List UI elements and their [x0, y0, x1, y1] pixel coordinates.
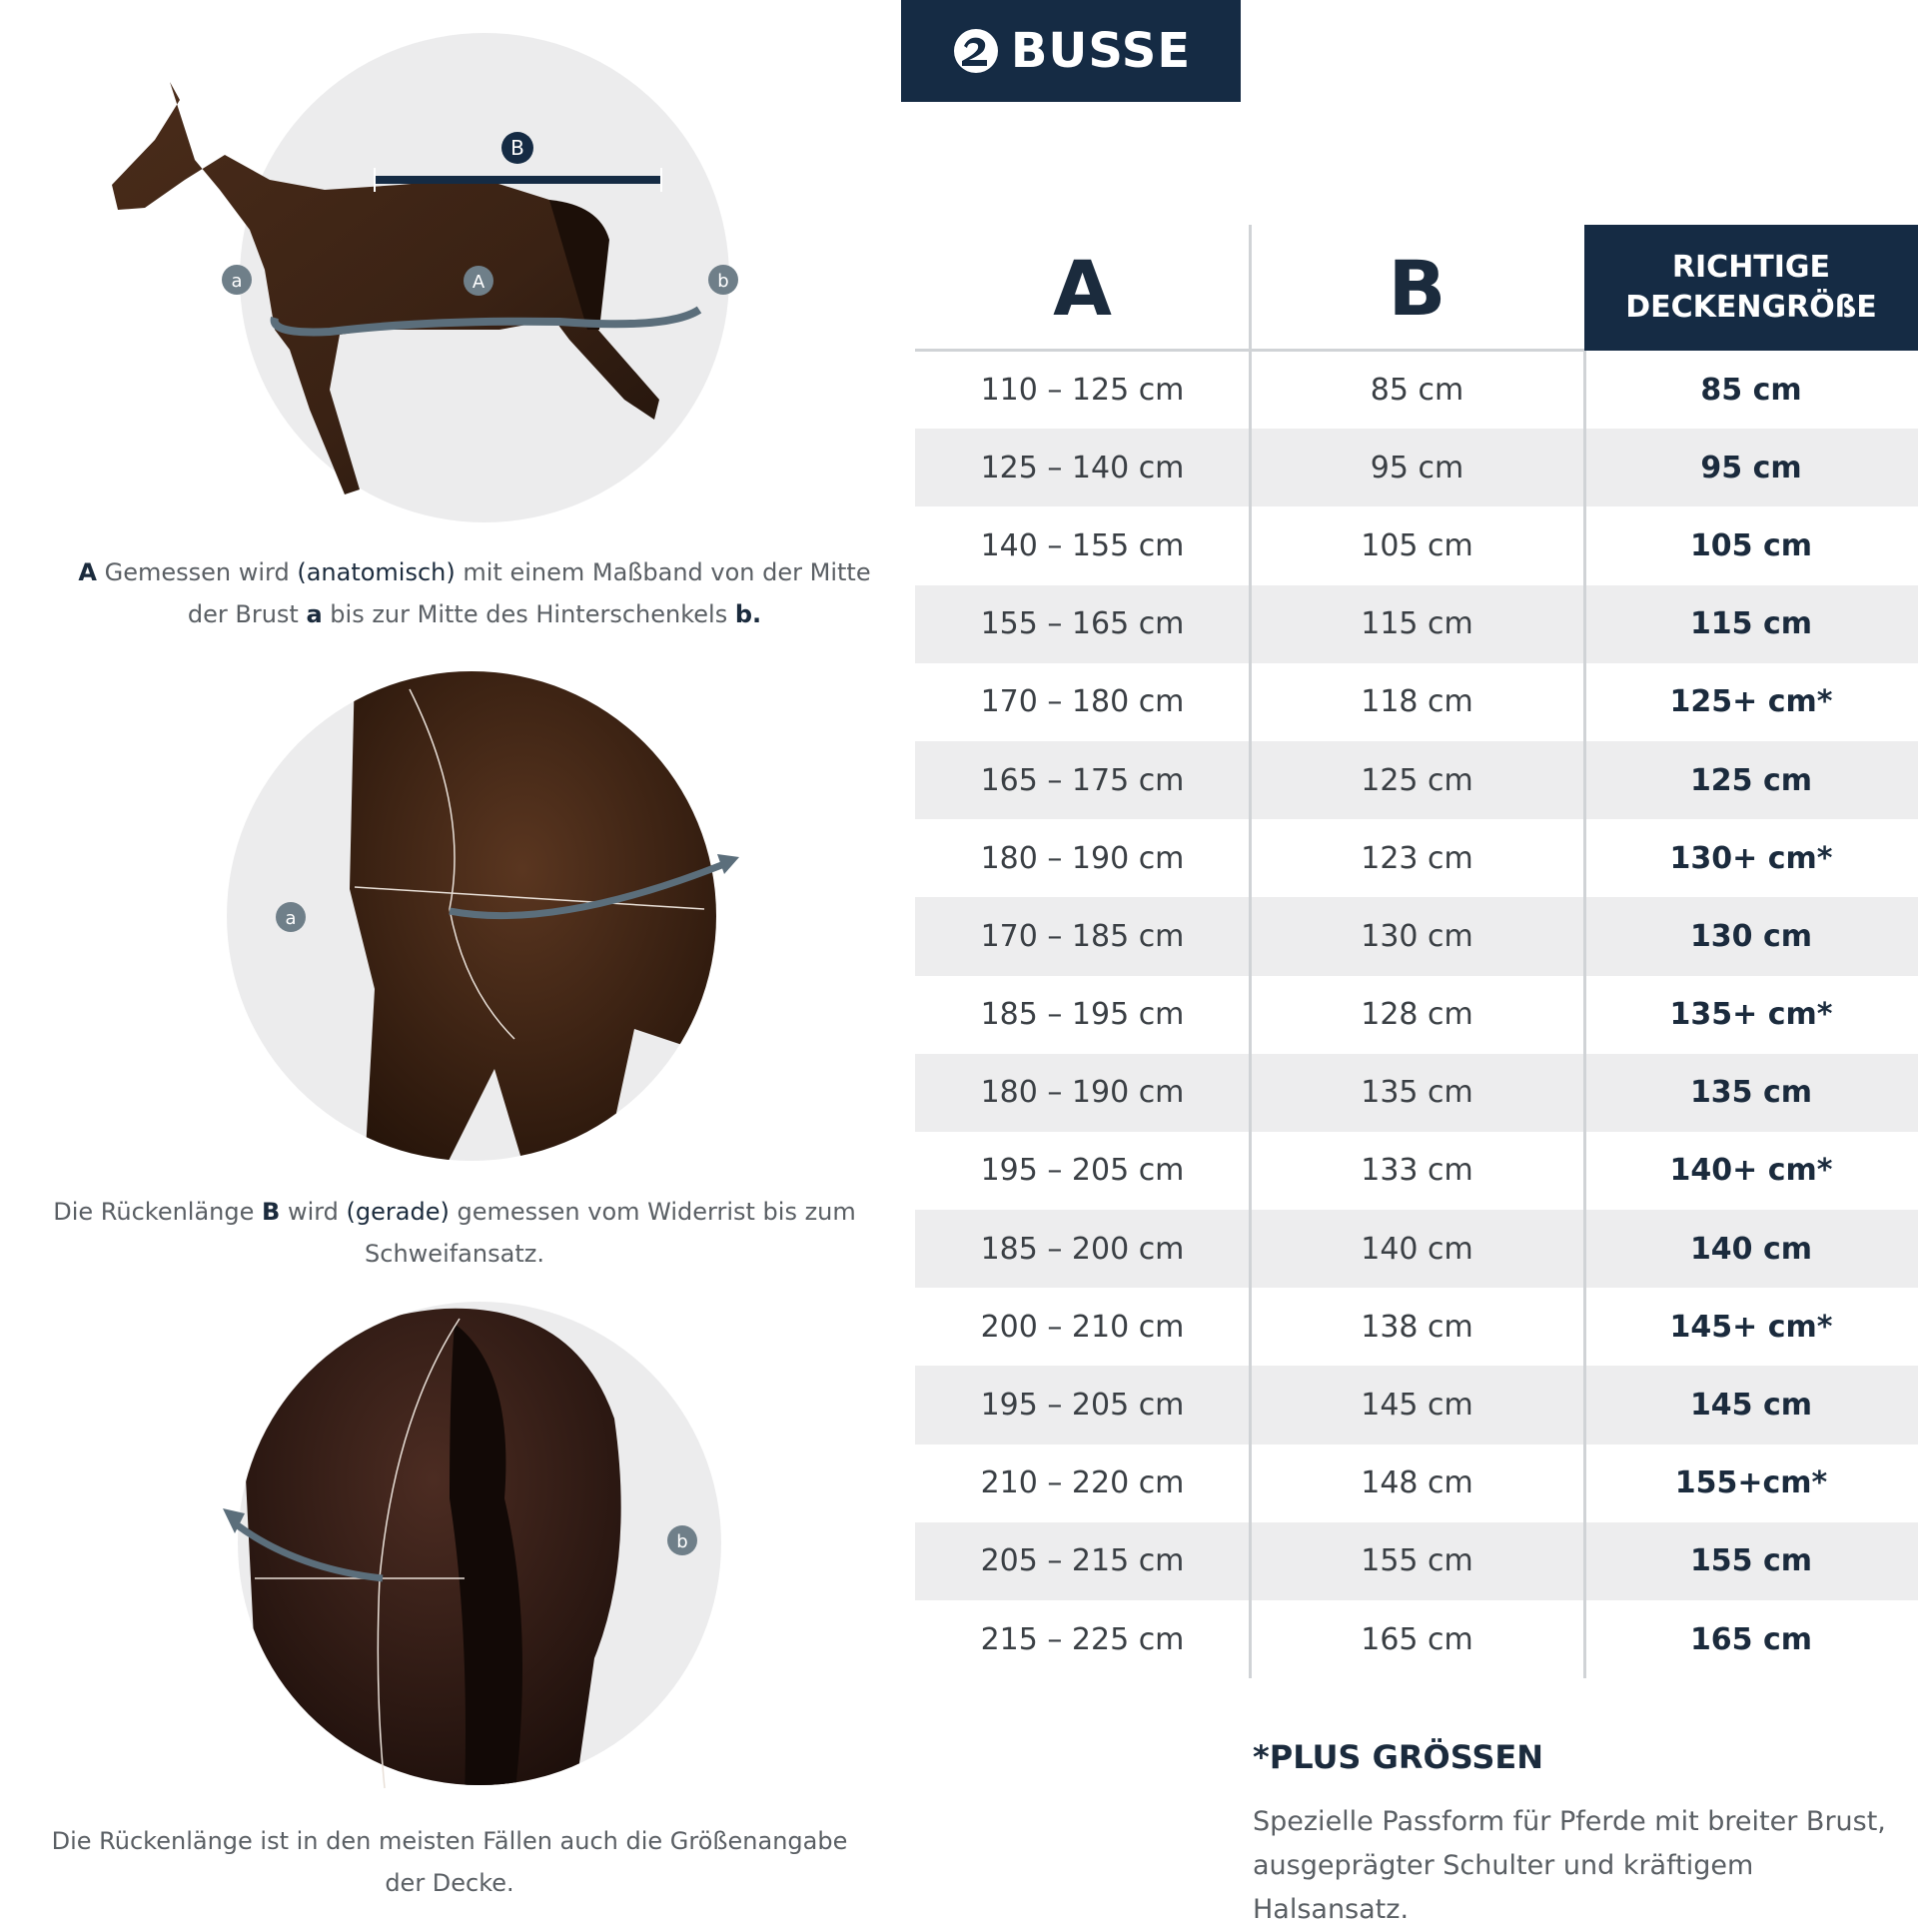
svg-text:b: b	[676, 1531, 688, 1552]
cell-c: 115 cm	[1689, 606, 1813, 642]
table-row	[915, 1366, 1918, 1444]
chest-closeup-figure	[225, 669, 754, 1169]
cell-b: 128 cm	[1361, 997, 1473, 1033]
cell-c: 95 cm	[1700, 450, 1802, 485]
table-body	[915, 351, 1918, 1678]
cell-c: 155+cm*	[1674, 1465, 1828, 1501]
marker-B	[501, 132, 533, 164]
table-row	[915, 663, 1918, 741]
plus-sizes-title: *PLUS GRÖSSEN	[1253, 1738, 1544, 1776]
table-row	[915, 897, 1918, 975]
cell-a: 165 – 175 cm	[980, 762, 1185, 798]
cell-b: 138 cm	[1361, 1309, 1473, 1345]
svg-text:B: B	[510, 136, 524, 160]
cell-a: 215 – 225 cm	[980, 1621, 1185, 1657]
cell-a: 185 – 195 cm	[980, 997, 1185, 1033]
cell-c: 155 cm	[1689, 1543, 1813, 1579]
table-row	[915, 1054, 1918, 1132]
cell-a: 210 – 220 cm	[980, 1465, 1185, 1501]
cell-a: 125 – 140 cm	[980, 450, 1185, 485]
table-row	[915, 429, 1918, 506]
table-row	[915, 1210, 1918, 1288]
cell-b: 165 cm	[1361, 1621, 1473, 1657]
cell-b: 95 cm	[1370, 450, 1464, 485]
cell-a: 205 – 215 cm	[980, 1543, 1185, 1579]
cell-b: 115 cm	[1361, 606, 1473, 642]
horse-side-figure	[100, 30, 739, 529]
cell-c: 140 cm	[1689, 1231, 1813, 1267]
busse-logo-mark-icon	[951, 26, 1001, 76]
cell-c: 145+ cm*	[1669, 1309, 1833, 1345]
marker-a	[222, 265, 252, 295]
svg-text:a: a	[285, 908, 297, 929]
cell-b: 135 cm	[1361, 1075, 1473, 1111]
svg-text:b: b	[717, 271, 729, 292]
cell-b: 125 cm	[1361, 762, 1473, 798]
cell-c: 130 cm	[1689, 918, 1813, 954]
cell-a: 200 – 210 cm	[980, 1309, 1185, 1345]
cell-c: 165 cm	[1689, 1621, 1813, 1657]
cell-b: 130 cm	[1361, 918, 1473, 954]
table-row	[915, 1522, 1918, 1600]
cell-b: 85 cm	[1370, 372, 1464, 408]
cell-c: 135 cm	[1689, 1075, 1813, 1111]
cell-a: 170 – 185 cm	[980, 918, 1185, 954]
busse-logo	[901, 0, 1241, 102]
header-correct-size: RICHTIGE DECKENGRÖßE	[1584, 225, 1918, 351]
cell-b: 155 cm	[1361, 1543, 1473, 1579]
size-table	[915, 225, 1918, 1678]
header-a: A	[1053, 243, 1112, 333]
table-row	[915, 976, 1918, 1054]
column-divider	[1249, 225, 1252, 1678]
table-row	[915, 506, 1918, 584]
cell-a: 110 – 125 cm	[980, 372, 1185, 408]
cell-b: 140 cm	[1361, 1231, 1473, 1267]
table-row	[915, 1600, 1918, 1678]
cell-b: 105 cm	[1361, 527, 1473, 563]
cell-b: 118 cm	[1361, 684, 1473, 720]
svg-text:a: a	[231, 271, 243, 292]
cell-a: 185 – 200 cm	[980, 1231, 1185, 1267]
cell-a: 195 – 205 cm	[980, 1388, 1185, 1424]
marker-a	[276, 902, 306, 932]
caption-size-note: Die Rückenlänge ist in den meisten Fällen auch die Größenangabe der Decke.	[51, 1827, 848, 1897]
table-row	[915, 741, 1918, 819]
cell-c: 105 cm	[1689, 527, 1813, 563]
table-row	[915, 585, 1918, 663]
cell-c: 145 cm	[1689, 1388, 1813, 1424]
cell-b: 123 cm	[1361, 840, 1473, 876]
cell-a: 170 – 180 cm	[980, 684, 1185, 720]
table-row	[915, 1288, 1918, 1366]
cell-b: 148 cm	[1361, 1465, 1473, 1501]
cell-b: 133 cm	[1361, 1153, 1473, 1189]
cell-a: 140 – 155 cm	[980, 527, 1185, 563]
marker-b	[667, 1525, 697, 1555]
cell-c: 85 cm	[1700, 372, 1802, 408]
table-row	[915, 819, 1918, 897]
column-divider	[1583, 351, 1586, 1678]
cell-c: 130+ cm*	[1669, 840, 1833, 876]
marker-b	[708, 265, 738, 295]
cell-c: 135+ cm*	[1669, 997, 1833, 1033]
table-row	[915, 1445, 1918, 1522]
cell-c: 125+ cm*	[1669, 684, 1833, 720]
table-header	[915, 225, 1918, 351]
cell-a: 180 – 190 cm	[980, 840, 1185, 876]
caption-measure-a: A Gemessen wird (anatomisch) mit einem Maßband von der Mitte der Brust a bis zur Mitte des Hinterschenkels b.	[78, 558, 871, 628]
brand-name: BUSSE	[1010, 23, 1192, 79]
cell-a: 195 – 205 cm	[980, 1153, 1185, 1189]
table-row	[915, 351, 1918, 429]
cell-a: 155 – 165 cm	[980, 606, 1185, 642]
cell-a: 180 – 190 cm	[980, 1075, 1185, 1111]
cell-c: 125 cm	[1689, 762, 1813, 798]
marker-A	[464, 266, 493, 296]
cell-b: 145 cm	[1361, 1388, 1473, 1424]
cell-c: 140+ cm*	[1669, 1153, 1833, 1189]
table-row	[915, 1132, 1918, 1210]
plus-sizes-text: Spezielle Passform für Pferde mit breiter Brust, ausgeprägter Schulter und kräftigem Halsansatz.	[1253, 1806, 1886, 1925]
hindquarter-closeup-figure	[215, 1299, 754, 1798]
header-b: B	[1388, 243, 1446, 333]
caption-measure-b: Die Rückenlänge B wird (gerade) gemessen vom Widerrist bis zum Schweifansatz.	[53, 1198, 856, 1268]
svg-text:A: A	[472, 272, 485, 293]
